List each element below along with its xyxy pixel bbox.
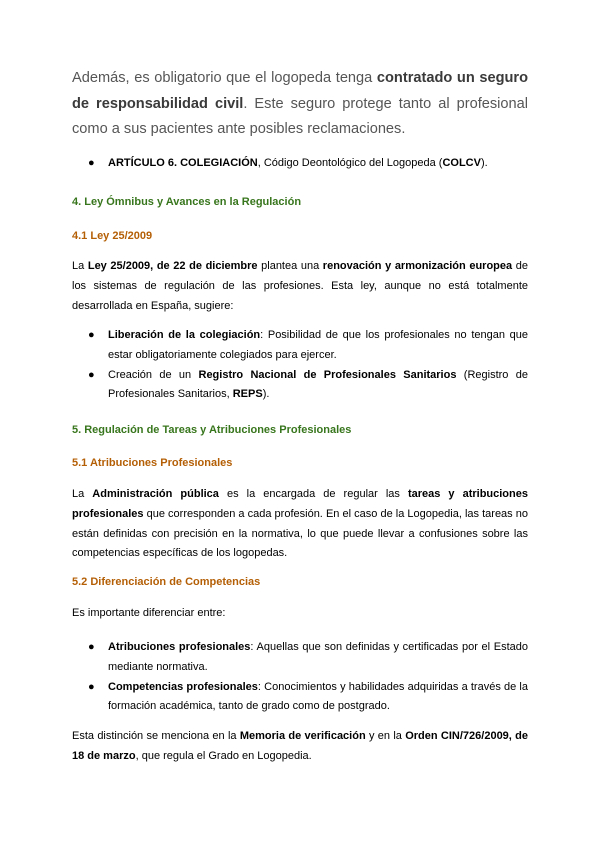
bullet-icon: ● [88,368,95,381]
bold-run: Memoria de verificación [239,730,366,742]
text-run: ). [262,388,270,401]
text-run: , Código Deontológico del Logopeda ( [257,157,443,169]
bold-run: Atribuciones profesionales [108,641,251,653]
list-item [72,638,528,678]
text-run: : Posibilidad de que los profesionales no tengan que estar obligatoriamente colegiados para ejercer. [108,329,528,361]
text-run: Además, es obligatorio que el logopeda tenga [72,70,377,86]
text-run: La [72,260,88,272]
text-run: (Registro de Profesionales Sanitarios, [108,368,528,401]
text-run: plantea una [257,260,323,272]
text-run: La [72,488,93,500]
bold-run: renovación y armonización europea [322,260,513,272]
heading-section-4-1: 4.1 Ley 25/2009 [72,230,153,242]
ley-list [72,326,528,405]
bold-run: Orden CIN/726/2009, de 18 de marzo [72,730,529,762]
list-item [72,678,528,718]
bullet-icon: ● [88,329,95,341]
heading-section-5-2: 5.2 Diferenciación de Competencias [72,576,261,588]
paragraph-diferenciar: Es importante diferenciar entre: [72,607,226,619]
bullet-icon: ● [88,680,95,693]
bold-run: Ley 25/2009, de 22 de diciembre [87,260,258,272]
bold-run: Liberación de la colegiación [108,329,261,341]
text-run: y en la [365,730,406,742]
bullet-icon: ● [88,641,95,653]
text-run: . Este seguro protege tanto al profesional como a sus pacientes ante posibles reclamaciones. [72,95,528,137]
bullet-icon: ● [88,157,95,169]
text-run: que corresponden a cada profesión. En el caso de la Logopedia, las tareas no están definidas con precisión en la normativa, lo que puede llevar a confusiones sobre las competencias específicas de los logopedas. [72,507,528,560]
bold-run: Administración pública [92,488,219,500]
text-run: , que regula el Grado en Logopedia. [135,749,312,762]
bold-run: Competencias profesionales [108,680,258,693]
text-run: Creación de un [108,368,199,381]
heading-section-5-1: 5.1 Atribuciones Profesionales [72,457,233,469]
text-run: ). [480,157,488,169]
competencias-list [72,638,528,717]
paragraph-ley-25-2009 [72,257,528,316]
text-run: : Conocimientos y habilidades adquiridas a través de la formación académica, tanto de grado como de postgrado. [108,680,528,713]
text-run: : Aquellas que son definidas y certificadas por el Estado mediante normativa. [108,641,528,673]
heading-section-5: 5. Regulación de Tareas y Atribuciones Profesionales [72,424,352,436]
bold-run: Registro Nacional de Profesionales Sanitarios [198,368,457,381]
paragraph-memoria [72,727,528,767]
bold-run: REPS [232,388,263,401]
paragraph-atribuciones [72,485,528,564]
list-item [72,366,528,406]
heading-section-4: 4. Ley Ómnibus y Avances en la Regulación [72,196,302,208]
colegiacion-list [72,154,528,174]
text-run: es la encargada de regular las [218,488,408,500]
bold-run: tareas y atribuciones profesionales [72,488,528,520]
text-run: de los sistemas de regulación de las profesiones. Esta ley, aunque no está totalmente desarrollada en España, sugiere: [72,260,528,312]
list-item [72,154,528,174]
bold-run: COLCV [442,157,481,169]
intro-paragraph [72,66,528,143]
bold-run: ARTÍCULO 6. COLEGIACIÓN [108,157,258,169]
list-item [72,326,528,366]
text-run: Esta distinción se menciona en la [72,730,240,742]
bold-run: contratado un seguro de responsabilidad civil [72,70,528,112]
